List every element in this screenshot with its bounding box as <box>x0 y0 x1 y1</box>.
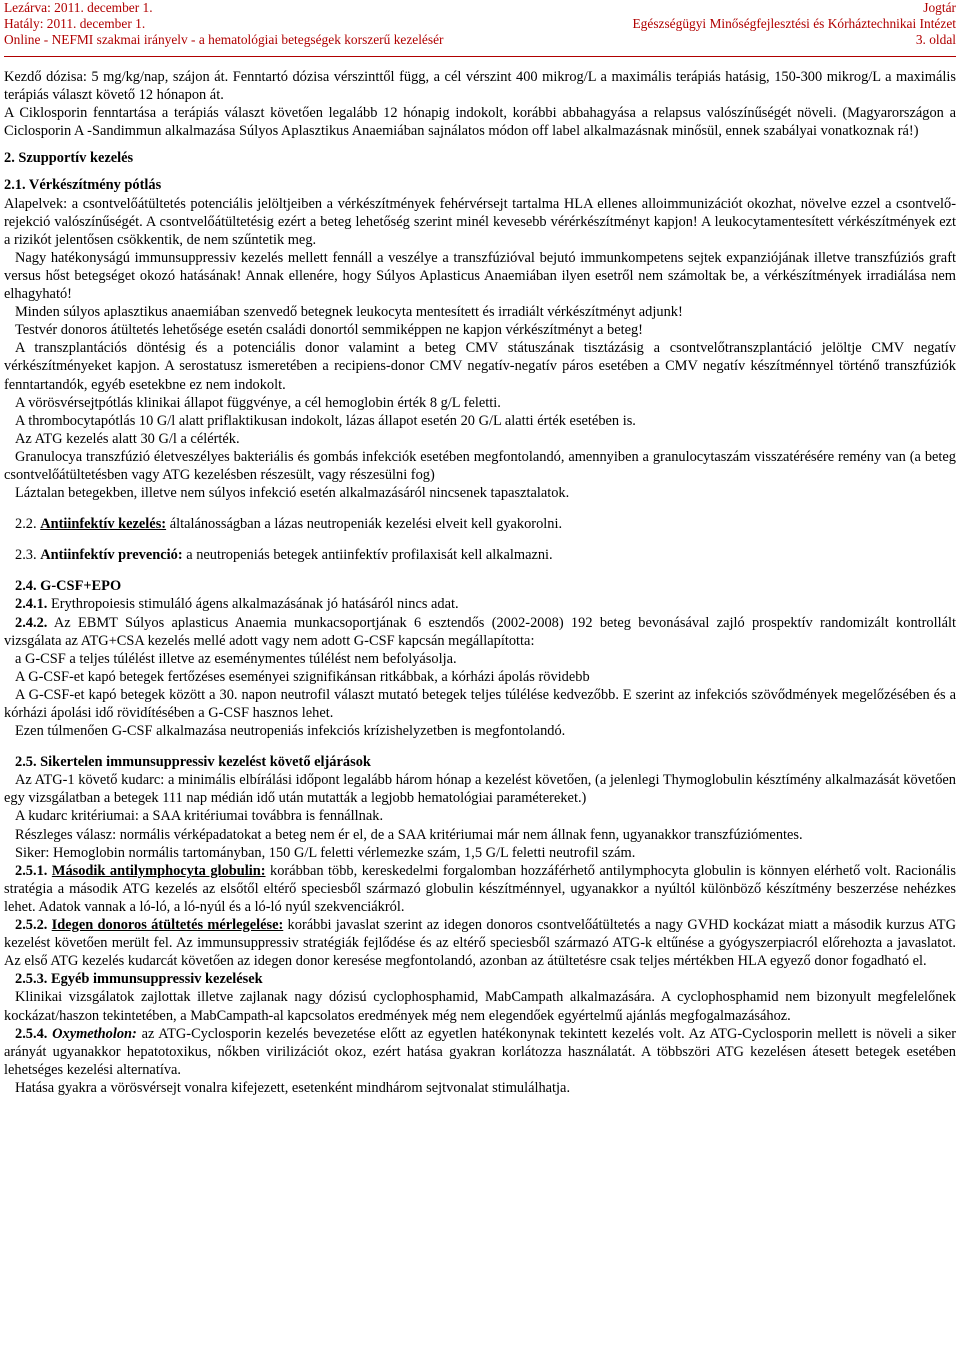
section-heading-2-4: 2.4. G-CSF+EPO <box>15 578 122 595</box>
paragraph-platelet: A thrombocytapótlás 10 G/l alatt priflaktikusan indokolt, lázas állapot esetén 20 G/L alatti érték esetében is. <box>15 412 636 429</box>
paragraph-principles: Alapelvek: a csontvelőátültetés potenciális jelöltjeiben a vérkészítmények fehérvérsejt tartalma HLA ellenes alloimmunizációt okozhat, növelve ezzel a csontvelő-rejekció valószínűségét. A csontvelőátültetésig ezért a beteg lehetőség szerint minél kevesebb vérérkészítményt kapjon! A leukocytamentesített vérkészítmények ezt a rizikót jelentősen csökkentik, de nem szűntetik meg. <box>4 195 956 248</box>
document-body <box>4 68 956 1097</box>
paragraph-oxymetholone-effect: Hatása gyakra a vörösvérsejt vonalra kifejezett, esetenként mindhárom sejtvonalat stimulálhatja. <box>15 1079 571 1096</box>
paragraph-immunosuppression: Nagy hatékonyságú immunsuppressiv kezelés mellett fennáll a veszélye a transzfúzióval bejutó immunkompetens sejtek expanziójának illetve transzfúziós graft versus hőst betegséget okozó hatásának! Annak ellenére, hogy Súlyos Aplasticus Anaemiában ilyen esetről nem számoltak be, a vérkészítmények irradiálása nem elhagyható! <box>4 249 956 303</box>
section-2-5-2 <box>4 916 956 970</box>
paragraph-irradiated: Minden súlyos aplasztikus anaemiában szenvedő betegnek leukocyta mentesített és irradiált vérkészítményt adjunk! <box>15 304 683 321</box>
paragraph-sibling-donor: Testvér donoros átültetés lehetősége esetén családi donortól semmiképpen ne kapjon vérkészítményt a beteg! <box>15 322 643 339</box>
section-2-5-4-text: az ATG-Cyclosporin kezelés bevezetése előtt az egyetlen hatékonynak tekintett kezelés volt. Az ATG-Cyclosporin mellett is növeli a siker arányát ugyanakkor hepatotoxikus, nőkben virilizációt okoz, ezért hatása gyakran korlátozza használatát. A többszöri ATG kezelésen átesett betegek esetében lehetséges kezelési alternatíva. <box>4 1025 956 1078</box>
section-2-2-number: 2.2. <box>15 516 41 533</box>
section-2-2 <box>4 515 956 533</box>
paragraph-success: Siker: Hemoglobin normális tartományban, 150 G/L feletti vérlemezke szám, 1,5 G/L feletti neutrofil szám. <box>15 844 636 861</box>
paragraph-gcsf-crisis: Ezen túlmenően G-CSF alkalmazása neutropeniás infekciós krízishelyzetben is megfontolandó. <box>15 723 566 740</box>
publisher-name: Jogtár <box>923 0 956 15</box>
section-2-2-title: Antiinfektív kezelés: <box>40 516 167 533</box>
section-2-3-text: a neutropeniás betegek antiinfektív profilaxisát kell alkalmazni. <box>182 547 553 564</box>
paragraph-failure-criteria: A kudarc kritériumai: a SAA kritériumai továbbra is fennállnak. <box>15 808 384 825</box>
section-2-5-4-title: Oxymetholon: <box>52 1025 137 1042</box>
page-header <box>0 0 960 54</box>
section-2-4-2 <box>4 614 956 650</box>
section-2-5-1-text: korábban több, kereskedelmi forgalomban hozzáférhető antilymphocyta globulin is könnyen elérhető volt. Racionális stratégia a második ATG kezelés az elsőtől eltérő speciesből származó globulin készítménnyel, ugyanakkor a nyúltól különböző készítmény beszerzése nehézkes lehet. Adatok vannak a ló-ló, a ló-nyúl és a ló-ló nyúl szekvenciákról. <box>4 862 956 915</box>
closed-date: Lezárva: 2011. december 1. <box>4 0 153 15</box>
header-left <box>4 0 444 48</box>
paragraph-atg-target: Az ATG kezelés alatt 30 G/l a célérték. <box>15 430 240 447</box>
paragraph-cmv: A transzplantációs döntésig és a potenciális donor valamint a beteg CMV státuszának tisztázásig a csontvelőtranszplantáció jelöltje CMV negatív vérkészítményeket kapjon. A serostatusz ismeretében a recipiens-donor CMV negatív-negatív páros esetében a CMV negatív készítménnyel történő transzfúziók fenntartandók, egyéb esetekbne ez nem indokolt. <box>4 340 956 393</box>
section-heading-2-5-3: 2.5.3. Egyéb immunsuppressiv kezelések <box>15 971 263 988</box>
paragraph-other-immunosuppressive: Klinikai vizsgálatok zajlottak illetve zajlanak nagy dózisú cyclophosphamid, MabCampath alkalmazására. A cyclophosphamid nem bizonyult megfelelőnek kockázat/haszon tekintetében, a MabCampath-al kapcsolatos eredmények még nem elegendőek egyértelmű ajánlás megfogalmazásához. <box>4 989 956 1024</box>
section-2-5-1 <box>4 862 956 916</box>
section-2-5-1-number: 2.5.1. <box>15 862 52 879</box>
section-2-5-2-number: 2.5.2. <box>15 917 52 934</box>
header-divider <box>4 56 956 57</box>
paragraph-dosage: Kezdő dózisa: 5 mg/kg/nap, szájon át. Fenntartó dózisa vérszinttől függ, a cél vérszint 400 mikrog/L a maximális terápiás hatásig, 150-300 mikrog/L a maximális terápiás választ követő 12 hónapon át. <box>4 69 956 104</box>
paragraph-atg-failure: Az ATG-1 követő kudarc: a minimális elbírálási időpont legalább három hónap a kezelést követően, (a jelenlegi Thymoglobulin késztímény alkalmazását követően egy vizsgálatban a betegek 111 nap médián idő után mutatták a legjobb hematológiai paramétereket.) <box>4 772 956 807</box>
section-heading-2-5: 2.5. Sikertelen immunsuppressiv kezelést követő eljárások <box>15 754 371 771</box>
section-2-5-2-text: korábbi javaslat szerint az idegen donoros csontvelőátültetés a nagy GVHD kockázat miatt a második kurzus ATG kezelést követően merült fel. Az immunsuppressiv stratégiák fejlődése és az eltérő speciesből származó ATG-k eltűnése a gyógyszerpiacról előrehozta a javaslatot. Az első ATG kezelés kudarcát követően az idegen donor keresése megfontolandó, azonban az átültetésre csak teljes mértékben HLA egyező donor fogadható el. <box>4 917 956 970</box>
section-2-5-2-title: Idegen donoros átültetés mérlegelése: <box>51 917 284 934</box>
section-2-3-number: 2.3. <box>15 547 41 564</box>
paragraph-granulocyte: Granulocya transzfúzió életveszélyes bakteriális és gombás infekciók esetében megfontolandó, amennyiben a granulocytaszám visszatérésére remény van (a beteg csontvelőátültetésben vagy ATG kezelésben részesült, vagy részesülni fog) <box>4 448 956 483</box>
section-2-3-title: Antiinfektív prevenció: <box>40 547 183 564</box>
section-2-5-1-title: Második antilymphocyta globulin: <box>51 862 266 879</box>
document-title: Online - NEFMI szakmai irányelv - a hematológiai betegségek korszerű kezelésér <box>4 32 444 47</box>
section-2-5-4 <box>4 1025 956 1079</box>
paragraph-gcsf-infections: A G-CSF-et kapó betegek fertőzéses eseményei szignifikánsan ritkábbak, a kórházi ápolás rövidebb <box>15 668 590 685</box>
paragraph-gcsf-response: A G-CSF-et kapó betegek között a 30. napon neutrofil választ mutató betegek teljes túlélése kedvezőbb. E szerint az infekciós szövődmények megelőzésében és a kórházi ápolási idő rövidítésében a G-CSF hasznos lehet. <box>4 686 956 721</box>
paragraph-gcsf-survival: a G-CSF a teljes túlélést illetve az eseménymentes túlélést nem befolyásolja. <box>15 650 457 667</box>
paragraph-afebrile: Láztalan betegekben, illetve nem súlyos infekció esetén alkalmazásáról nincsenek tapasztalatok. <box>15 485 570 502</box>
paragraph-partial-response: Részleges válasz: normális vérképadatokat a beteg nem ér el, de a SAA kritériumai már nem állnak fenn, ugyanakkor transzfúziómentes. <box>15 826 803 843</box>
section-2-2-text: általánosságban a lázas neutropeniák kezelési elveit kell gyakorolni. <box>166 516 563 533</box>
section-2-4-1 <box>4 595 956 613</box>
header-right <box>633 0 957 48</box>
section-2-4-2-number: 2.4.2. <box>15 614 48 631</box>
section-2-3 <box>4 546 956 564</box>
section-2-4-1-number: 2.4.1. <box>15 596 48 613</box>
section-heading-2: 2. Szupportív kezelés <box>4 150 134 167</box>
paragraph-rbc: A vörösvérsejtpótlás klinikai állapot függvénye, a cél hemoglobin érték 8 g/L feletti. <box>15 394 501 411</box>
section-2-4-2-text: Az EBMT Súlyos aplasticus Anaemia munkacsoportjának 6 esztendős (2002-2008) 192 beteg bevonásával zajló prospektív randomizált kontrollált vizsgálata az ATG+CSA kezelés mellé adott vagy nem adott G-CSF kapcsán megállapította: <box>4 614 956 649</box>
section-2-5-4-number: 2.5.4. <box>15 1025 53 1042</box>
institute-name: Egészségügyi Minőségfejlesztési és Kórháztechnikai Intézet <box>632 16 956 31</box>
page-number: 3. oldal <box>915 32 956 47</box>
paragraph-ciclosporin: A Ciklosporin fenntartása a terápiás választ követően legalább 12 hónapig indokolt, korábbi abbahagyása a relapsus valószínűségét növeli. (Magyarországon a Ciclosporin A -Sandimmun alkalmazása Súlyos Aplasztikus Anaemiában sajnálatos módon off label alkalmazásnak minősül, ennek szabályai vonatkoznak rá!) <box>4 105 956 140</box>
effective-date: Hatály: 2011. december 1. <box>4 16 146 31</box>
section-2-4-1-text: Erythropoiesis stimuláló ágens alkalmazásának jó hatásáról nincs adat. <box>47 596 459 613</box>
section-heading-2-1: 2.1. Vérkészítmény pótlás <box>4 177 162 194</box>
